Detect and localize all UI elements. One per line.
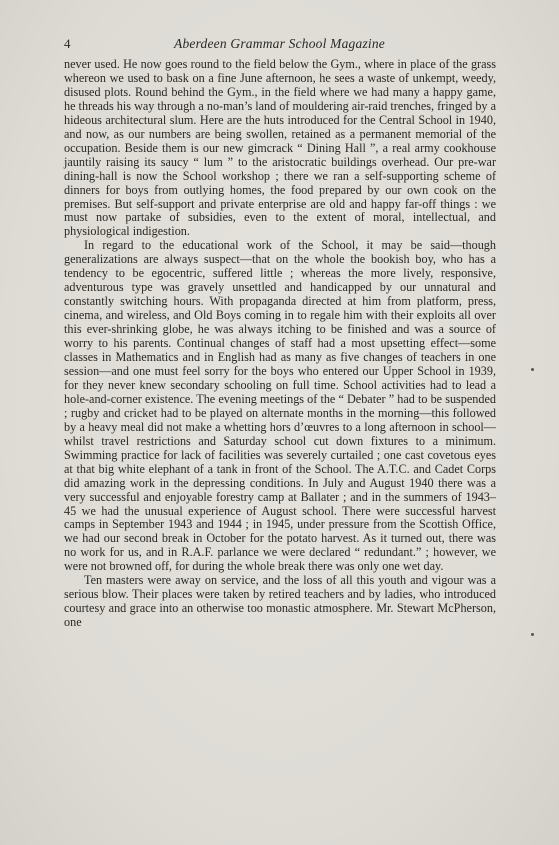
page-number: 4 — [64, 36, 71, 51]
margin-speck — [531, 633, 534, 636]
paragraph-2: In regard to the educational work of the School, it may be said—though generalizations are always suspect—that on the whole the bookish boy, who has a tendency to be egocentric, suffered little ; whereas the more lively, responsive, adventurous type was gravely unsettled and handicapped by our unnatural and constantly switching hours. With propaganda directed at him from platform, press, cinema, and wireless, and Old Boys coming in to regale him with their exploits all over this ever-shrinking globe, he was always itching to be finished and was a source of worry to his parents. Continual changes of staff had a most upsetting effect—some classes in Mathematics and in English had as many as five changes of teachers in one session—and one must feel sorry for the boys who entered our Upper School in 1939, for they never knew secondary schooling on full time. School activities had to lead a hole-and-corner existence. The evening meetings of the “ Debater ” had to be suspended ; rugby and cricket had to be played on alternate months in the morning—this followed by a heavy meal did not make a whetting hors d’œuvres to a long afternoon in school—whilst travel restrictions and Saturday school cut down fixtures to a minimum. Swimming practice for lack of facilities was severely curtailed ; one cast covetous eyes at that big white elephant of a tank in front of the School. The A.T.C. and Cadet Corps did amazing work in the depressing conditions. In July and August 1940 there was a very successful and enjoyable forestry camp at Ballater ; and in the summers of 1943–45 we had the unusual experience of August school. There were successful harvest camps in September 1943 and 1944 ; in 1945, under pressure from the Scottish Office, we had our second break in October for the potato harvest. As it turned out, there was no work for us, and in R.A.F. parlance we were declared “ redundant.” ; however, we were not browned off, for during the whole break there was only one wet day. — [64, 238, 496, 574]
article-body — [64, 58, 496, 630]
paragraph-1: never used. He now goes round to the field below the Gym., where in place of the grass whereon we used to bask on a fine June afternoon, he sees a waste of unkempt, weedy, disused plots. Round behind the Gym., in the field where we had many a happy game, he threads his way through a no-man’s land of mouldering air-raid trenches, fringed by a hideous architectural slum. Here are the huts introduced for the Central School in 1940, and now, as our numbers are being swollen, retained as a permanent memorial of the occupation. Beside them is our new gimcrack “ Dining Hall ”, a real army cookhouse jauntily raising its saucy “ lum ” to the aristocratic buildings overhead. Our pre-war dining-hall is now the School workshop ; there we ran a self-supporting scheme of dinners for boys from outlying homes, the food prepared by our own cook on the premises. But self-support and private enterprise are old and happy far-off things : we must now partake of subsidies, even to the extent of moral, intellectual, and physiological indigestion. — [64, 57, 496, 239]
paragraph-3: Ten masters were away on service, and the loss of all this youth and vigour was a serious blow. Their places were taken by retired teachers and by ladies, who introduced courtesy and grace into an otherwise too monastic atmosphere. Mr. Stewart McPherson, one — [64, 573, 496, 630]
running-head: Aberdeen Grammar School Magazine — [174, 36, 385, 51]
page-header — [64, 36, 495, 54]
margin-speck — [531, 368, 534, 371]
